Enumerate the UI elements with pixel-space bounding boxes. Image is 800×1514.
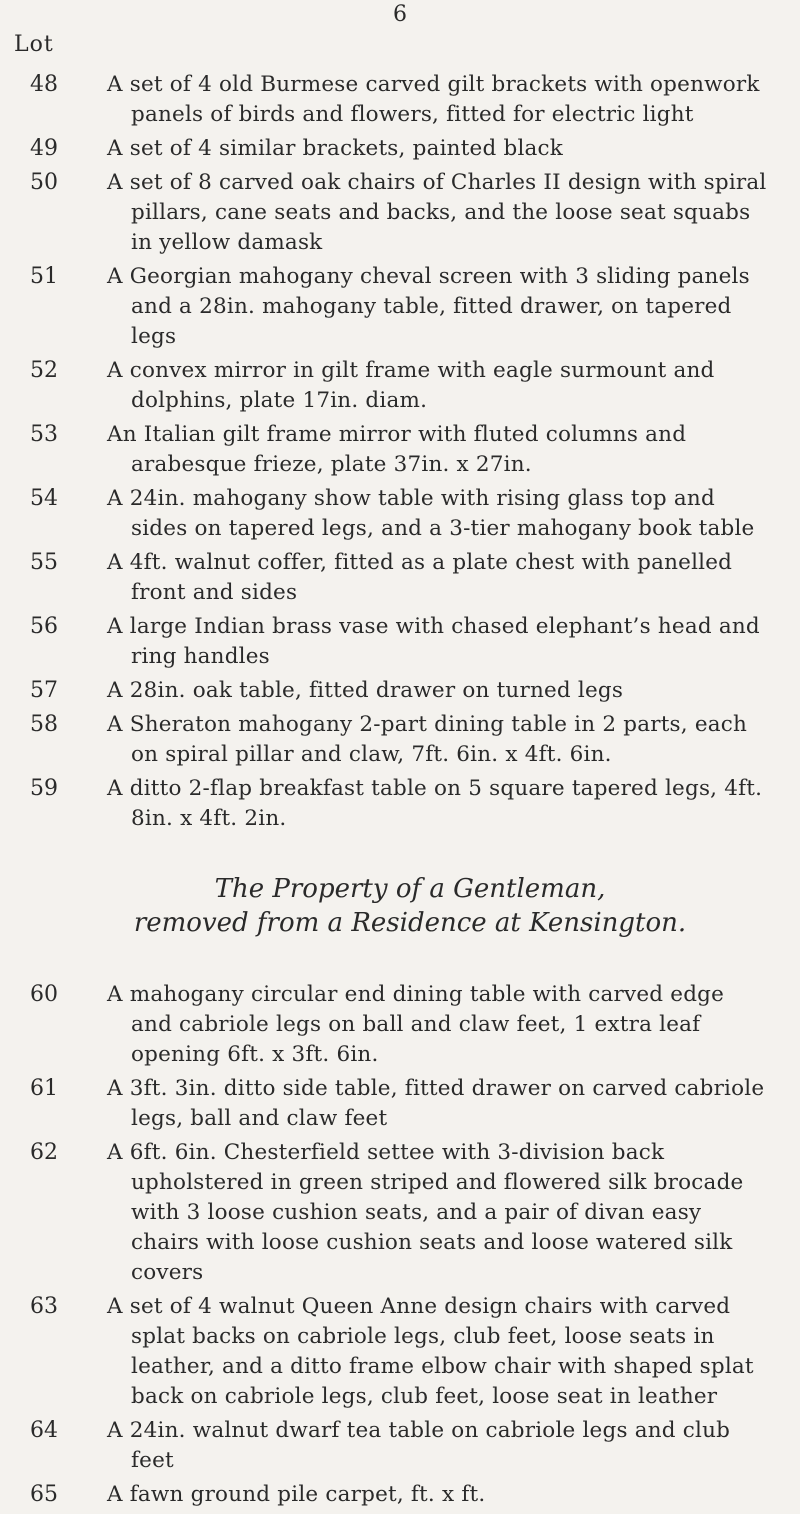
lot-entry — [0, 612, 800, 672]
lot-description: A 24in. mahogany show table with rising glass top and sides on tapered legs, and a 3-tier mahogany book table — [107, 486, 755, 541]
lot-number: 51 — [30, 264, 58, 289]
lot-number: 60 — [30, 982, 58, 1007]
lot-number: 58 — [30, 712, 58, 737]
lot-entry — [0, 710, 800, 770]
lot-entry — [0, 1074, 800, 1134]
lot-entry — [0, 356, 800, 416]
lot-number: 56 — [30, 614, 58, 639]
lot-number: 54 — [30, 486, 58, 511]
lot-number: 57 — [30, 678, 58, 703]
lot-entry — [0, 70, 800, 130]
lot-description: A set of 4 similar brackets, painted black — [107, 136, 564, 161]
lot-number: 55 — [30, 550, 58, 575]
lot-description: A 3ft. 3in. ditto side table, fitted drawer on carved cabriole legs, ball and claw feet — [107, 1076, 765, 1131]
lot-description: A 6ft. 6in. Chesterfield settee with 3-division back upholstered in green striped and flowered silk brocade with 3 loose cushion seats, and a pair of divan easy chairs with loose cushion seats and loose watered silk covers — [107, 1140, 744, 1285]
lot-description: A ditto 2-flap breakfast table on 5 square tapered legs, 4ft. 8in. x 4ft. 2in. — [107, 776, 763, 831]
lot-list-part-2 — [0, 980, 800, 1510]
lot-number: 48 — [30, 72, 58, 97]
lot-description: An Italian gilt frame mirror with fluted columns and arabesque frieze, plate 37in. x 27in. — [107, 422, 687, 477]
lot-entry — [0, 262, 800, 352]
lot-entry — [0, 168, 800, 258]
lot-number: 61 — [30, 1076, 58, 1101]
lot-entry — [0, 420, 800, 480]
lot-number: 65 — [30, 1482, 58, 1507]
lot-entry — [0, 1292, 800, 1412]
lot-description: A Sheraton mahogany 2-part dining table in 2 parts, each on spiral pillar and claw, 7ft. 6in. x 4ft. 6in. — [107, 712, 748, 767]
lot-entry — [0, 980, 800, 1070]
lot-description: A 4ft. walnut coffer, fitted as a plate chest with panelled front and sides — [107, 550, 733, 605]
lot-entry — [0, 1138, 800, 1288]
lot-number: 49 — [30, 136, 58, 161]
section-heading — [0, 838, 800, 980]
section-heading-line-1: The Property of a Gentleman, — [214, 874, 606, 904]
lot-description: A convex mirror in gilt frame with eagle surmount and dolphins, plate 17in. diam. — [107, 358, 715, 413]
section-heading-line-2: removed from a Residence at Kensington. — [133, 908, 687, 938]
lot-description: A set of 4 walnut Queen Anne design chairs with carved splat backs on cabriole legs, club feet, loose seats in leather, and a ditto frame elbow chair with shaped splat back on cabriole legs, club feet, loose seat in leather — [107, 1294, 754, 1409]
lot-number: 64 — [30, 1418, 58, 1443]
lot-number: 53 — [30, 422, 58, 447]
lot-number: 63 — [30, 1294, 58, 1319]
lot-entry — [0, 1480, 800, 1510]
lot-description: A fawn ground pile carpet, ft. x ft. — [107, 1482, 486, 1507]
lot-number: 62 — [30, 1140, 58, 1165]
lot-entry — [0, 676, 800, 706]
lot-description: A set of 8 carved oak chairs of Charles II design with spiral pillars, cane seats and backs, and the loose seat squabs in yellow damask — [107, 170, 767, 255]
lot-description: A mahogany circular end dining table with carved edge and cabriole legs on ball and claw feet, 1 extra leaf opening 6ft. x 3ft. 6in. — [107, 982, 725, 1067]
lot-list-part-1 — [0, 70, 800, 834]
lot-entry — [0, 1416, 800, 1476]
lot-entry — [0, 774, 800, 834]
lot-entry — [0, 134, 800, 164]
lot-number: 50 — [30, 170, 58, 195]
lot-description: A Georgian mahogany cheval screen with 3 sliding panels and a 28in. mahogany table, fitted drawer, on tapered legs — [107, 264, 750, 349]
lot-description: A 24in. walnut dwarf tea table on cabriole legs and club feet — [107, 1418, 731, 1473]
page-number: 6 — [393, 2, 407, 27]
lot-description: A large Indian brass vase with chased elephant’s head and ring handles — [107, 614, 760, 669]
lot-entry — [0, 484, 800, 544]
lot-number: 52 — [30, 358, 58, 383]
lot-entry — [0, 548, 800, 608]
lot-description: A 28in. oak table, fitted drawer on turned legs — [107, 678, 624, 703]
lot-number: 59 — [30, 776, 58, 801]
lot-description: A set of 4 old Burmese carved gilt brackets with openwork panels of birds and flowers, fitted for electric light — [107, 72, 760, 127]
lot-column-header: Lot — [14, 32, 54, 57]
catalogue-lots — [0, 70, 800, 1514]
